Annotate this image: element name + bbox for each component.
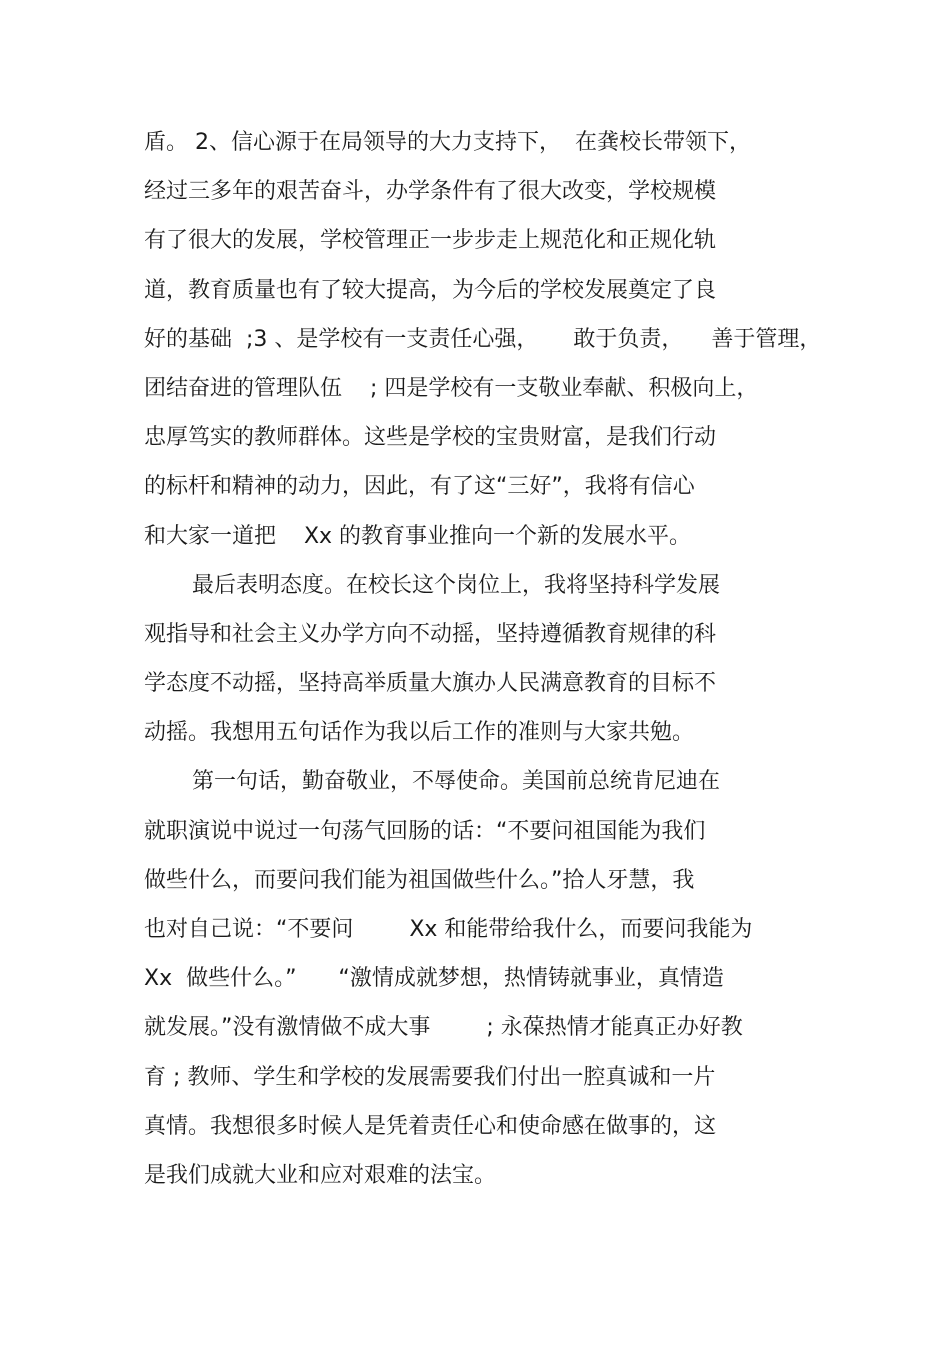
text-line: 就发展。”没有激情做不成大事 ; 永葆热情才能真正办好教 xyxy=(144,1015,743,1041)
text-line: 育 ; 教师、学生和学校的发展需要我们付出一腔真诚和一片 xyxy=(144,1064,716,1090)
text-line: 的标杆和精神的动力，因此，有了这“三好”，我将有信心 xyxy=(144,474,695,500)
text-line: 团结奋进的管理队伍 ; 四是学校有一支敬业奉献、积极向上， xyxy=(144,375,759,401)
text-line: 学态度不动摇，坚持高举质量大旗办人民满意教育的目标不 xyxy=(144,671,717,697)
text-line: 就职演说中说过一句荡气回肠的话：“不要问祖国能为我们 xyxy=(144,818,706,844)
text-line: 有了很大的发展，学校管理正一步步走上规范化和正规化轨 xyxy=(144,228,717,254)
text-line: 第一句话，勤奋敬业，不辱使命。美国前总统肯尼迪在 xyxy=(192,769,721,795)
text-line: 和大家一道把 Xx 的教育事业推向一个新的发展水平。 xyxy=(144,523,692,549)
text-line: 是我们成就大业和应对艰难的法宝。 xyxy=(144,1162,497,1188)
text-line: 观指导和社会主义办学方向不动摇，坚持遵循教育规律的科 xyxy=(144,621,717,647)
text-line: 盾。 2、信心源于在局领导的大力支持下， 在龚校长带领下， xyxy=(144,130,751,155)
text-line: 最后表明态度。在校长这个岗位上，我将坚持科学发展 xyxy=(192,572,721,598)
text-line: 经过三多年的艰苦奋斗，办学条件有了很大改变，学校规模 xyxy=(144,179,717,205)
text-line: 忠厚笃实的教师群体。这些是学校的宝贵财富，是我们行动 xyxy=(144,425,717,451)
text-line: Xx 做些什么。” “激情成就梦想，热情铸就事业，真情造 xyxy=(144,966,724,992)
text-line: 道，教育质量也有了较大提高，为今后的学校发展奠定了良 xyxy=(144,277,717,303)
document-body xyxy=(144,118,844,1200)
text-line: 好的基础 ;3 、是学校有一支责任心强， 敢于负责， 善于管理， xyxy=(144,326,822,352)
text-line: 也对自己说：“不要问 Xx 和能带给我什么，而要问我能为 xyxy=(144,917,753,942)
text-line: 做些什么，而要问我们能为祖国做些什么。”拾人牙慧，我 xyxy=(144,867,695,893)
text-line: 真情。我想很多时候人是凭着责任心和使命感在做事的，这 xyxy=(144,1113,717,1139)
text-line: 动摇。我想用五句话作为我以后工作的准则与大家共勉。 xyxy=(144,720,695,746)
